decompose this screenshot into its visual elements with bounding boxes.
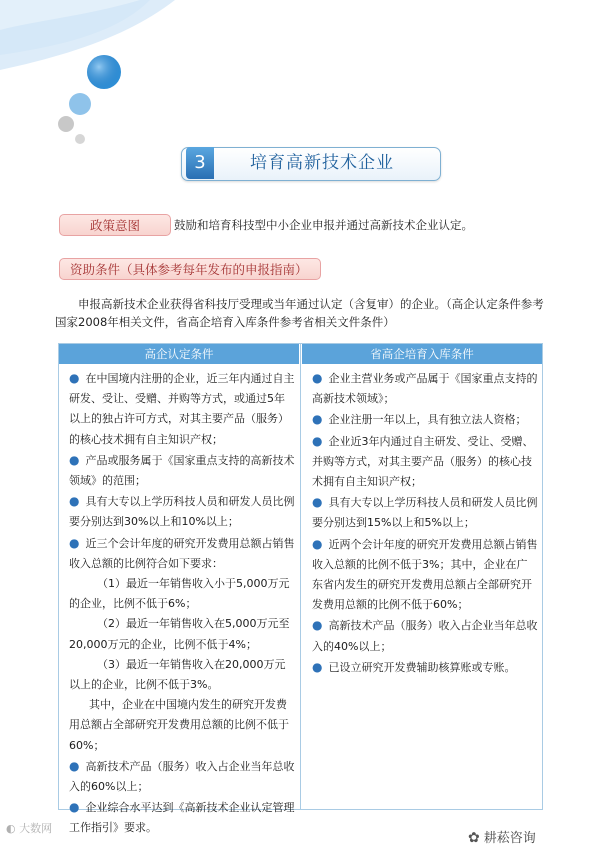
- conditions-table: [58, 343, 543, 835]
- support-conditions-tag: 资助条件（具体参考每年发布的申报指南）: [59, 258, 321, 280]
- list-item: ● 高新技术产品（服务）收入占企业当年总收入的60%以上；: [69, 758, 295, 794]
- bullet-icon: ●: [312, 536, 323, 551]
- col1-header: 高企认定条件: [59, 344, 299, 364]
- bullet-icon: ●: [69, 535, 80, 550]
- list-item: ● 产品或服务属于《国家重点支持的高新技术领域》的范围；: [69, 452, 295, 488]
- decorative-bubbles: [0, 0, 200, 150]
- list-subitem: （2）最近一年销售收入在5,000万元至20,000万元的企业，比例不低于4%；: [69, 617, 290, 651]
- watermark-right: ✿ 耕菘咨询: [468, 830, 536, 846]
- list-subitem: （1）最近一年销售收入小于5,000万元的企业，比例不低于6%；: [69, 577, 290, 611]
- section-title: 培育高新技术企业: [250, 153, 394, 173]
- watermark-logo-icon: ◐: [6, 822, 16, 835]
- bullet-icon: ●: [69, 494, 80, 509]
- list-item: ● 企业主营业务或产品属于《国家重点支持的高新技术领域》；: [312, 371, 538, 406]
- list-item: ● 近两个会计年度的研究开发费用总额占销售收入总额的比例不低于3%；其中，企业在广东省内发生的研究开发费用总额占全部研究开发费用总额的比例不低于60%；: [312, 536, 538, 612]
- bullet-icon: ●: [69, 800, 80, 815]
- list-item: ● 高新技术产品（服务）收入占企业当年总收入的40%以上；: [312, 618, 538, 653]
- list-subitem: 其中，企业在中国境内发生的研究开发费用总额占全部研究开发费用总额的比例不低于60%；: [69, 698, 289, 752]
- column-divider: [300, 344, 301, 809]
- section-number: 3: [186, 147, 214, 179]
- col1-list: [67, 368, 295, 839]
- col2-header: 省高企培育入库条件: [302, 344, 542, 364]
- col2-list: [310, 368, 538, 678]
- list-item: ● 已设立研究开发费辅助核算账或专账。: [312, 659, 516, 674]
- bullet-icon: ●: [312, 618, 323, 633]
- bullet-icon: ●: [69, 371, 80, 385]
- policy-intent-tag: 政策意图: [59, 214, 171, 236]
- bullet-icon: ●: [312, 659, 323, 674]
- list-item: ● 企业注册一年以上，具有独立法人资格；: [312, 412, 527, 427]
- support-lead-text: [55, 295, 588, 331]
- list-item: ● 近三个会计年度的研究开发费用总额占销售收入总额的比例符合如下要求：: [69, 535, 295, 570]
- bullet-icon: ●: [312, 495, 323, 510]
- bullet-icon: ●: [69, 758, 80, 773]
- bullet-icon: ●: [312, 371, 323, 385]
- list-item: ● 企业综合水平达到《高新技术企业认定管理工作指引》要求。: [69, 800, 295, 835]
- list-item: ● 具有大专以上学历科技人员和研发人员比例要分别达到30%以上和10%以上；: [69, 494, 295, 529]
- bullet-icon: ●: [69, 452, 80, 467]
- list-item: ● 具有大专以上学历科技人员和研发人员比例要分别达到15%以上和5%以上；: [312, 495, 538, 530]
- policy-intent-text: 鼓励和培育科技型中小企业申报并通过高新技术企业认定。: [174, 218, 473, 232]
- watermark-left: ◐ 大数网: [6, 822, 53, 835]
- lead-line-1: 申报高新技术企业获得省科技厅受理或当年通过认定（含复审）的企业。（高企认定条件参考: [78, 297, 544, 311]
- list-subitem: （3）最近一年销售收入在20,000万元以上的企业，比例不低于3%。: [69, 657, 286, 692]
- lead-line-2: 国家2008年相关文件，省高企培育入库条件参考省相关文件条件）: [55, 315, 395, 329]
- bullet-icon: ●: [312, 433, 323, 448]
- list-item: ● 在中国境内注册的企业，近三年内通过自主研发、受让、受赠、并购等方式，或通过5年以上的独占许可方式，对其主要产品（服务）的核心技术拥有自主知识产权；: [69, 371, 295, 446]
- bullet-icon: ●: [312, 412, 323, 427]
- list-item: ● 企业近3年内通过自主研发、受让、受赠、并购等方式，对其主要产品（服务）的核心技术拥有自主知识产权；: [312, 433, 534, 489]
- wechat-icon: ✿: [468, 830, 480, 846]
